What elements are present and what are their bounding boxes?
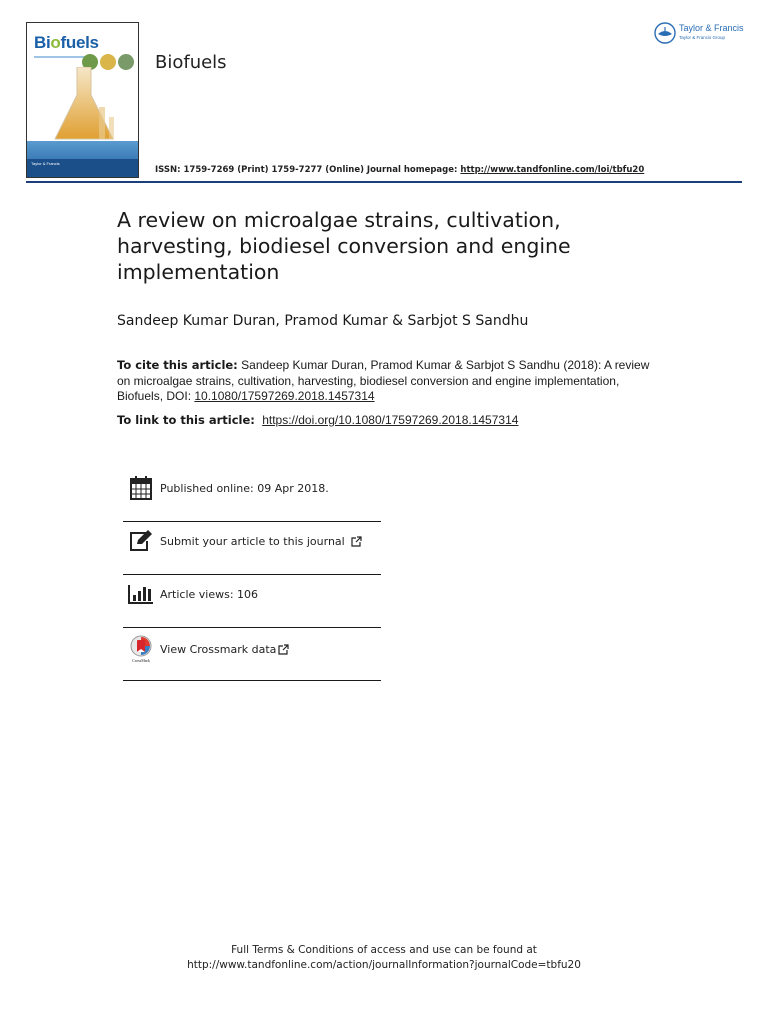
- footer-line-1: Full Terms & Conditions of access and use can be found at: [231, 944, 537, 956]
- taylor-francis-logo-icon: [654, 22, 676, 44]
- article-doi-link[interactable]: https://doi.org/10.1080/17597269.2018.1457314: [262, 413, 519, 427]
- citation-doi-link[interactable]: 10.1080/17597269.2018.1457314: [194, 389, 375, 403]
- header-rule: [26, 181, 742, 183]
- journal-homepage-link[interactable]: http://www.tandfonline.com/loi/tbfu20: [460, 165, 645, 175]
- crossmark-badge-label: CrossMark: [132, 658, 150, 663]
- submit-row[interactable]: [123, 521, 381, 561]
- divider: [123, 680, 381, 681]
- publisher-group: Taylor & Francis Group: [679, 35, 726, 40]
- cover-title: Biofuels: [34, 33, 99, 52]
- submit-article-link[interactable]: Submit your article to this journal: [160, 534, 345, 548]
- publisher-logo[interactable]: [654, 22, 744, 44]
- article-authors: Sandeep Kumar Duran, Pramod Kumar & Sarbjot S Sandhu: [117, 313, 529, 329]
- bar-chart-icon: [128, 584, 154, 604]
- article-link-line: [117, 413, 518, 427]
- article-views: Article views: 106: [160, 587, 259, 601]
- cover-publisher-tag: Taylor & Francis: [31, 161, 60, 166]
- published-date: Published online: 09 Apr 2018.: [160, 481, 329, 495]
- citation-text: Sandeep Kumar Duran, Pramod Kumar & Sarbjot S Sandhu (2018): A review on microalgae strains, cultivation, harvesting, biodiesel conversion and engine implementation, Biofuels, DOI:: [117, 358, 650, 403]
- flask-illustration: [47, 67, 127, 145]
- crossmark-row[interactable]: [123, 627, 381, 671]
- footer-terms-link[interactable]: http://www.tandfonline.com/action/journalInformation?journalCode=tbfu20: [187, 959, 581, 971]
- issn-text: ISSN: 1759-7269 (Print) 1759-7277 (Online) Journal homepage:: [155, 165, 458, 175]
- citation-block: [117, 358, 657, 405]
- publisher-name: Taylor & Francis: [679, 23, 744, 33]
- article-title: A review on microalgae strains, cultivation, harvesting, biodiesel conversion and engine implementation: [117, 208, 571, 284]
- crossmark-icon: [130, 635, 152, 657]
- external-link-icon: [278, 644, 289, 655]
- article-link-label: To link to this article:: [117, 413, 255, 427]
- journal-name: Biofuels: [155, 52, 227, 73]
- journal-cover-image: [26, 22, 139, 178]
- calendar-icon: [129, 475, 153, 501]
- views-row: [123, 574, 381, 614]
- footer-terms: [0, 943, 768, 973]
- edit-icon: [128, 529, 154, 553]
- issn-line: [155, 165, 644, 175]
- crossmark-link[interactable]: View Crossmark data: [160, 642, 277, 656]
- external-link-icon: [351, 536, 362, 547]
- citation-label: To cite this article:: [117, 358, 238, 372]
- published-row: [123, 468, 381, 508]
